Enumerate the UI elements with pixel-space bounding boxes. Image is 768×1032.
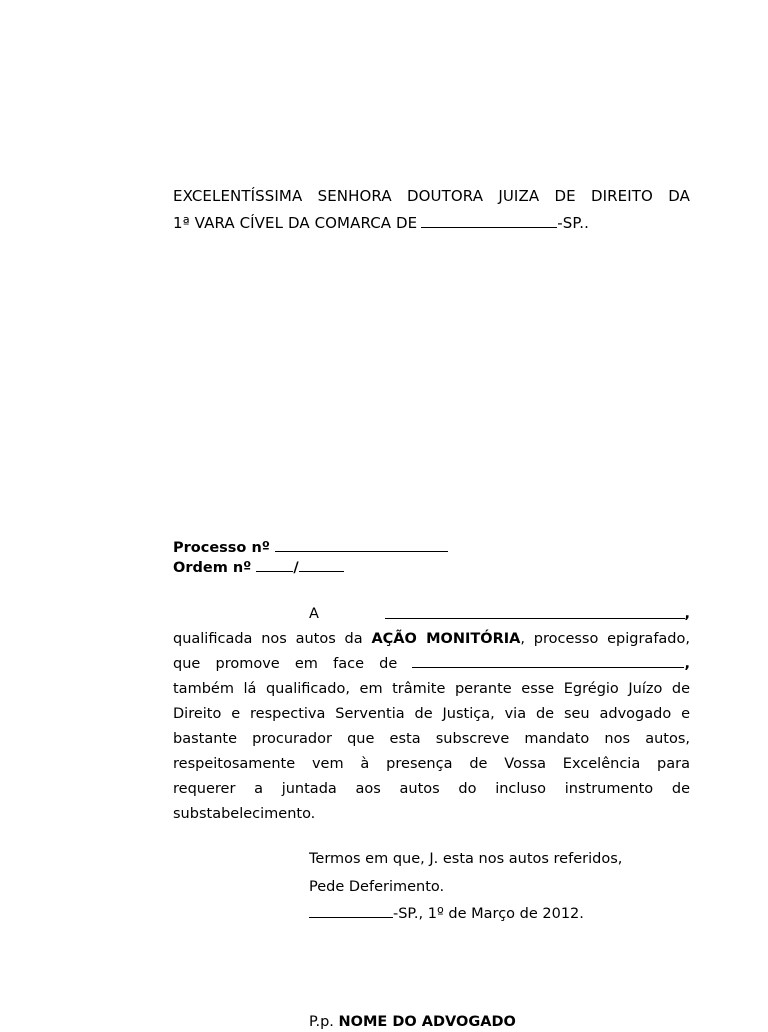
processo-line (173, 538, 690, 558)
ordem-label: Ordem nº (173, 560, 252, 576)
body-line-2-post: , processo epigrafado, (520, 631, 690, 647)
body-line-7: respeitosamente vem à presença de Vossa Excelência para (173, 756, 690, 772)
header-line-1: EXCELENTÍSSIMA SENHORA DOUTORA JUIZA DE DIREITO DA (173, 187, 690, 205)
date-line (309, 901, 622, 929)
comma-mark-2: , (684, 656, 690, 672)
body-line-3-pre: que promove em face de (173, 656, 398, 672)
party-name-blank (385, 618, 685, 619)
body-first-line (173, 602, 690, 627)
body-line-8: requerer a juntada aos autos do incluso instrumento de (173, 781, 690, 797)
body-line-5: Direito e respectiva Serventia de Justiça, via de seu advogado e (173, 706, 690, 722)
body-line-3 (173, 652, 690, 677)
header-line-2-prefix: 1ª VARA CÍVEL DA COMARCA DE (173, 214, 418, 232)
body-line-9: substabelecimento. (173, 806, 316, 822)
closing-line-2: Pede Deferimento. (309, 878, 445, 895)
ordem-number-blank (256, 559, 293, 572)
ordem-year-blank (299, 559, 344, 572)
closing-block (309, 846, 622, 929)
signature-line (309, 1012, 516, 1032)
processo-label: Processo nº (173, 540, 270, 556)
comarca-blank-field (421, 213, 557, 228)
signature-prefix: P.p. (309, 1014, 339, 1030)
city-blank (309, 904, 393, 918)
body-first-word: A (309, 606, 319, 622)
body-line-2 (173, 627, 690, 652)
processo-number-blank (275, 539, 448, 552)
court-address-header (173, 183, 690, 237)
process-info (173, 538, 690, 578)
opposing-party-blank (412, 653, 684, 668)
action-name: AÇÃO MONITÓRIA (371, 631, 521, 647)
lawyer-name: NOME DO ADVOGADO (338, 1014, 516, 1030)
ordem-separator: / (293, 560, 299, 576)
body-line-4: também lá qualificado, em trâmite perante esse Egrégio Juízo de (173, 681, 690, 697)
comma-mark: , (684, 606, 690, 622)
date-suffix: -SP., 1º de Março de 2012. (393, 906, 584, 922)
header-line-2-suffix: -SP.. (557, 214, 589, 232)
body-line-6: bastante procurador que esta subscreve mandato nos autos, (173, 731, 690, 747)
body-line-2-pre: qualificada nos autos da (173, 631, 372, 647)
ordem-line (173, 558, 690, 578)
petition-body (173, 602, 690, 827)
closing-line-1: Termos em que, J. esta nos autos referidos, (309, 851, 623, 867)
header-line-2 (173, 210, 690, 237)
